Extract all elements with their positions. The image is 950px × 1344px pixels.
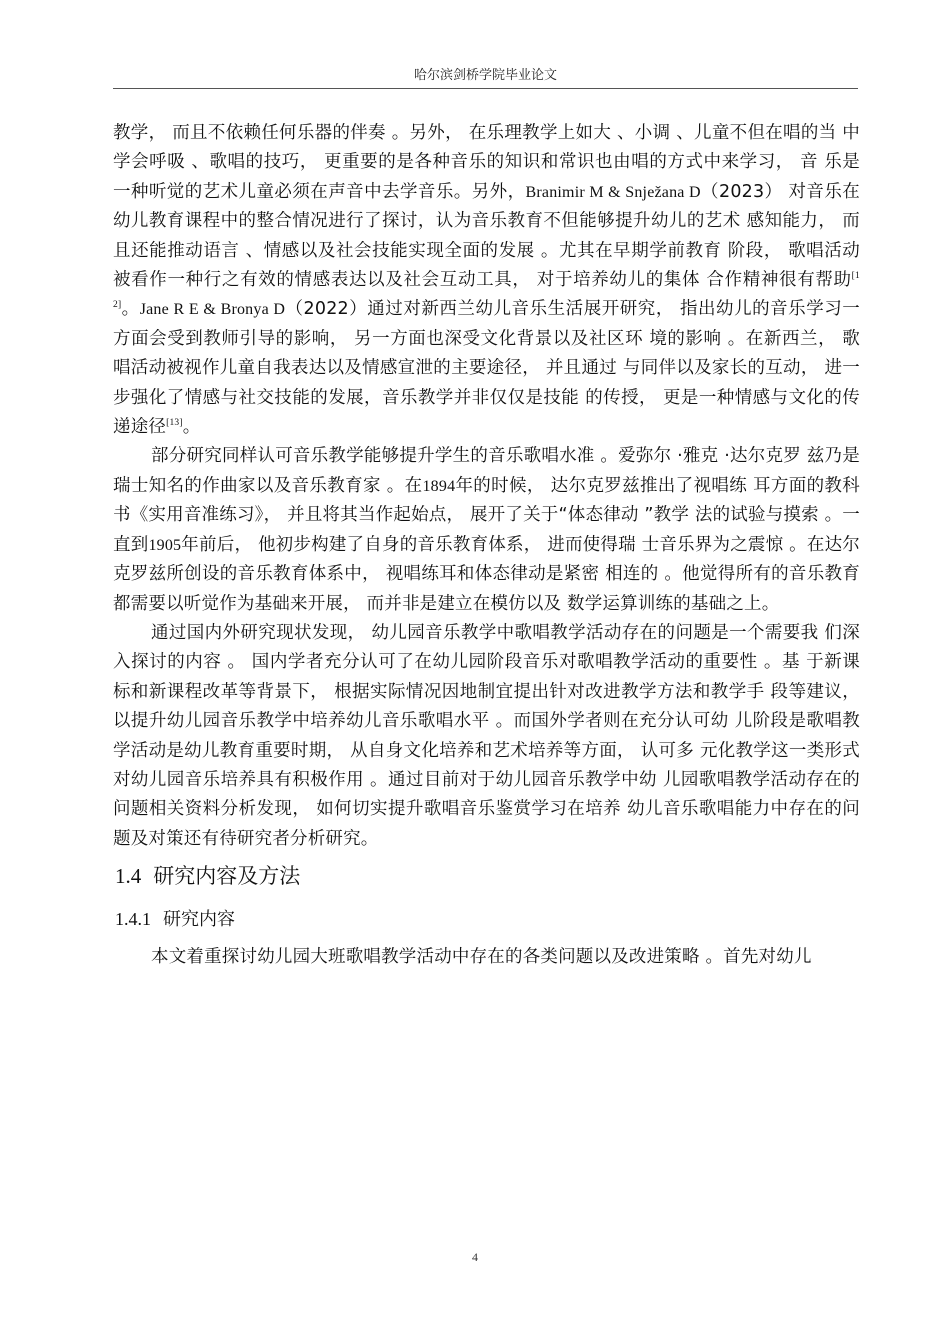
paragraph-text: 教学， 而且不依赖任何乐器的伴奏 。另外， 在乐理教学上如大 、小调 、儿童不但在唱的当 中学会呼吸 、歌唱的技巧， 更重要的是各种音乐的知识和常识也由唱的方式中来学习， 音 乐是一种听觉的艺术儿童必须在声音中去学音乐。另外，: [113, 123, 860, 202]
subsection-number: 1.4.1: [115, 909, 151, 930]
citation-authors: Branimir M & Snježana D: [525, 183, 701, 201]
paragraph-text: （2022）通过对新西兰幼儿音乐生活展开研究， 指出幼儿的音乐学习一方面会受到教师引导的影响， 另一方面也深受文化背景以及社区环 境的影响 。在新西兰， 歌唱活动被视作儿童自我表达以及情感宣泄的主要途径， 并且通过 与同伴以及家长的互动， 进一步强化了情感与社交技能的发展，音乐教学并非仅仅是技能 的传授， 更是一种情感与文化的传递途径: [113, 299, 860, 438]
year-number: 1894: [422, 477, 456, 495]
section-heading: [115, 860, 860, 892]
paragraph-research-content: 本文着重探讨幼儿园大班歌唱教学活动中存在的各类问题以及改进策略 。首先对幼儿: [151, 947, 812, 968]
section-number: 1.4: [115, 864, 142, 889]
paragraph-text: 年前后， 他初步构建了自身的音乐教育体系， 进而使得瑞 士音乐界为之震惊 。在达尔克罗兹所创设的音乐教育体系中， 视唱练耳和体态律动是紧密 相连的 。他觉得所有的音乐教育都需要以听觉作为基础来开展， 而并非是建立在模仿以及 数学运算训练的基础之上。: [113, 534, 861, 614]
running-header: 哈尔滨剑桥学院毕业论文: [413, 68, 557, 83]
page-number: 4: [472, 1250, 478, 1264]
citation-reference: [12]: [113, 271, 860, 311]
header-divider: [113, 88, 858, 89]
citation-reference: [13]: [166, 418, 183, 429]
paragraph-text: 部分研究同样认可音乐教学能够提升学生的音乐歌唱水准 。爱弥尔 ·雅克 ·达尔克罗 兹乃是瑞士知名的作曲家以及音乐教育家 。在: [113, 446, 860, 496]
paragraph-literature-review: [113, 119, 860, 442]
paragraph-text: 年的时候， 达尔克罗兹推出了视唱练 耳方面的教科书《实用音准练习》， 并且将其当作起始点， 展开了关于“体态律动 ”教学 法的试验与摸索 。一直到: [113, 475, 860, 555]
body-text: [113, 119, 860, 973]
citation-authors: Jane R E & Bronya D: [139, 301, 286, 319]
section-title: 研究内容及方法: [153, 864, 301, 889]
paragraph-dalcroze: [113, 442, 860, 618]
paragraph-text: （2023） 对音乐在幼儿教育课程中的整合情况进行了探讨，认为音乐教育不但能够提升幼儿的艺术 感知能力， 而且还能推动语言 、情感以及社会技能实现全面的发展 。尤其在早期学前教育 阶段， 歌唱活动被看作一种行之有效的情感表达以及社会互动工具， 对于培养幼儿的集体 合作精神很有帮助: [113, 181, 860, 291]
paragraph-text: 。: [182, 417, 201, 438]
paragraph-text: 。: [121, 299, 140, 320]
year-number: 1905: [148, 536, 182, 554]
subsection-heading: [115, 904, 860, 935]
paragraph-summary: 通过国内外研究现状发现， 幼儿园音乐教学中歌唱教学活动存在的问题是一个需要我 们深入探讨的内容 。 国内学者充分认可了在幼儿园阶段音乐对歌唱教学活动的重要性 。基 于新课标和新课程改革等背景下， 根据实际情况因地制宜提出针对改进教学方法和教学手 段等建议， 以提升幼儿园音乐教学中培养幼儿音乐歌唱水平 。而国外学者则在充分认可幼 儿阶段是歌唱教学活动是幼儿教育重要时期， 从自身文化培养和艺术培养等方面， 认可多 元化教学这一类形式对幼儿园音乐培养具有积极作用 。通过目前对于幼儿园音乐教学中幼 儿园歌唱教学活动存在的问题相关资料分析发现， 如何切实提升歌唱音乐鉴赏学习在培养 幼儿音乐歌唱能力中存在的问题及对策还有待研究者分析研究。: [113, 622, 860, 849]
subsection-title: 研究内容: [163, 909, 235, 931]
